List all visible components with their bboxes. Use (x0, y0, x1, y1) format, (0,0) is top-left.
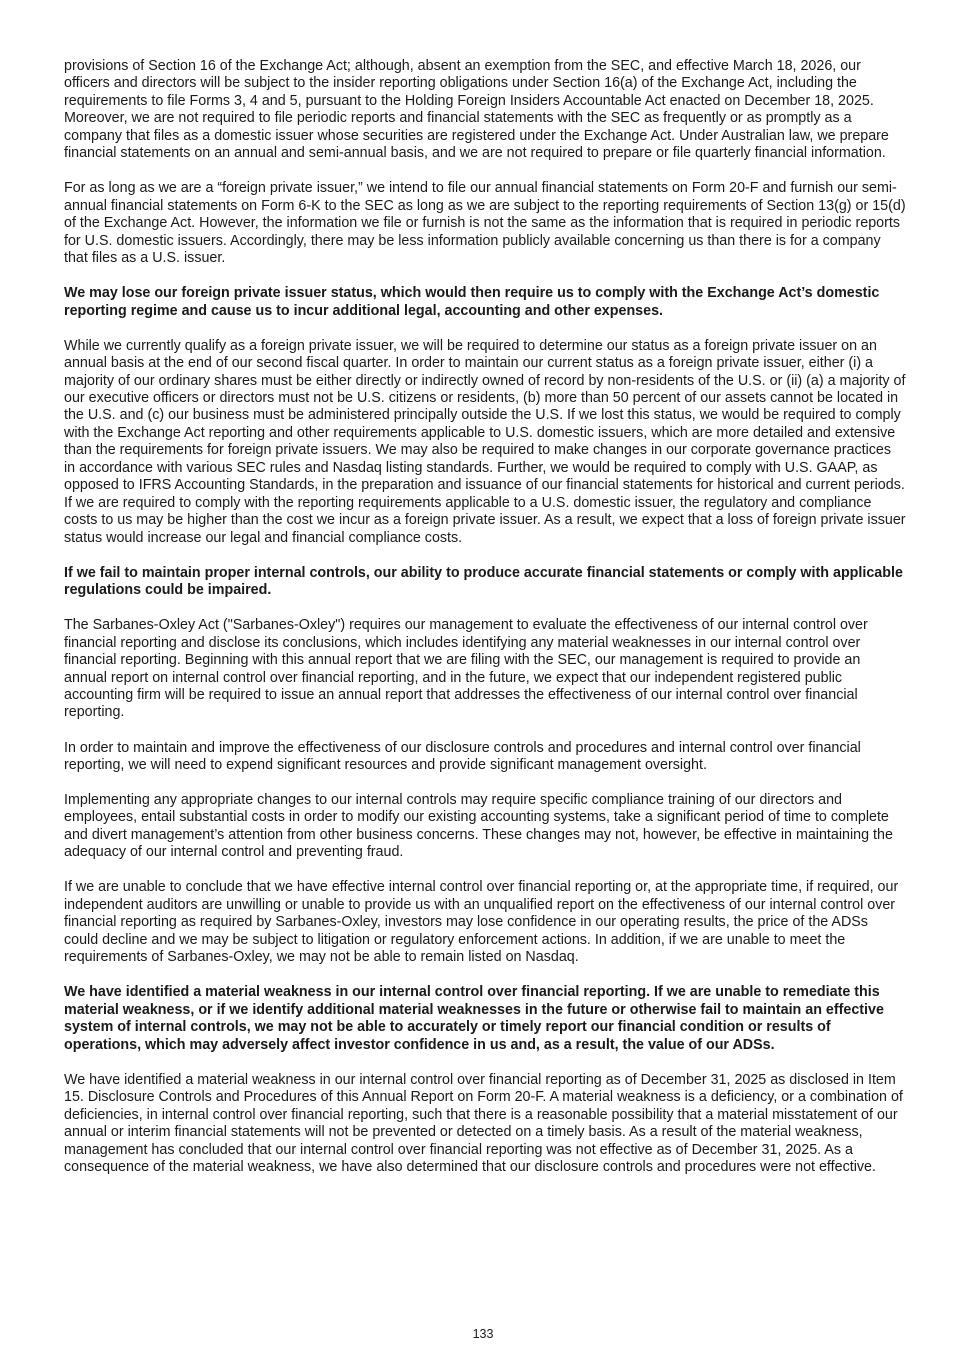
body-paragraph: In order to maintain and improve the effectiveness of our disclosure controls and procedures and internal control over financial reporting, we will need to expend significant resources and provide significant management oversight. (64, 739, 861, 773)
body-paragraph: For as long as we are a “foreign private issuer,” we intend to file our annual financial statements on Form 20-F and furnish our semi-annual financial statements on Form 6-K to the SEC as long as we are subject to the reporting requirements of Section 13(g) or 15(d) of the Exchange Act. However, the information we file or furnish is not the same as the information that is required in periodic reports for U.S. domestic issuers. Accordingly, there may be less information publicly available concerning us than there is for a company that files as a U.S. issuer. (64, 180, 906, 267)
section-heading: We have identified a material weakness in our internal control over financial reporting. If we are unable to remediate this material weakness, or if we identify additional material weaknesses in the future or otherwise fail to maintain an effective system of internal controls, we may not be able to accurately or timely report our financial condition or results of operations, which may adversely affect investor confidence in us and, as a result, the value of our ADSs. (64, 984, 884, 1053)
body-paragraph: While we currently qualify as a foreign private issuer, we will be required to determine our status as a foreign private issuer on an annual basis at the end of our second fiscal quarter. In order to maintain our current status as a foreign private issuer, either (i) a majority of our ordinary shares must be either directly or indirectly owned of record by non-residents of the U.S. or (ii) (a) a majority of our executive officers or directors must not be U.S. citizens or residents, (b) more than 50 percent of our assets cannot be located in the U.S. and (c) our business must be administered principally outside the U.S. If we lost this status, we would be required to comply with the Exchange Act reporting and other requirements applicable to U.S. domestic issuers, which are more detailed and extensive than the requirements for foreign private issuers. We may also be required to make changes in our corporate governance practices in accordance with various SEC rules and Nasdaq listing standards. Further, we would be required to comply with U.S. GAAP, as opposed to IFRS Accounting Standards, in the preparation and issuance of our financial statements for historical and current periods. If we are required to comply with the reporting requirements applicable to a U.S. domestic issuer, the regulatory and compliance costs to us may be higher than the cost we incur as a foreign private issuer. As a result, we expect that a loss of foreign private issuer status would increase our legal and financial compliance costs. (64, 337, 906, 546)
body-paragraph: provisions of Section 16 of the Exchange Act; although, absent an exemption from the SEC, and effective March 18, 2026, our officers and directors will be subject to the insider reporting obligations under Section 16(a) of the Exchange Act, including the requirements to file Forms 3, 4 and 5, pursuant to the Holding Foreign Insiders Accountable Act enacted on December 18, 2025. Moreover, we are not required to file periodic reports and financial statements with the SEC as frequently or as promptly as a company that files as a domestic issuer whose securities are registered under the Exchange Act. Under Australian law, we prepare financial statements on an annual and semi-annual basis, and we are not required to prepare or file quarterly financial information. (64, 58, 889, 162)
body-paragraph: Implementing any appropriate changes to our internal controls may require specific compliance training of our directors and employees, entail substantial costs in order to modify our existing accounting systems, take a significant period of time to complete and divert management’s attention from other business concerns. These changes may not, however, be effective in maintaining the adequacy of our internal control and preventing fraud. (64, 792, 893, 861)
document-page (64, 58, 906, 1194)
section-heading: We may lose our foreign private issuer status, which would then require us to comply with the Exchange Act’s domestic reporting regime and cause us to incur additional legal, accounting and other expenses. (64, 285, 880, 319)
body-paragraph: We have identified a material weakness in our internal control over financial reporting as of December 31, 2025 as disclosed in Item 15. Disclosure Controls and Procedures of this Annual Report on Form 20-F. A material weakness is a deficiency, or a combination of deficiencies, in internal control over financial reporting, such that there is a reasonable possibility that a material misstatement of our annual or interim financial statements will not be prevented or detected on a timely basis. As a result of the material weakness, management has concluded that our internal control over financial reporting was not effective as of December 31, 2025. As a consequence of the material weakness, we have also determined that our disclosure controls and procedures were not effective. (64, 1071, 903, 1175)
body-paragraph: The Sarbanes-Oxley Act ("Sarbanes-Oxley") requires our management to evaluate the effectiveness of our internal control over financial reporting and disclose its conclusions, which includes identifying any material weaknesses in our internal control over financial reporting. Beginning with this annual report that we are filing with the SEC, our management is required to provide an annual report on internal control over financial reporting, and in the future, we expect that our independent registered public accounting firm will be required to issue an annual report that addresses the effectiveness of our internal control over financial reporting. (64, 617, 868, 721)
body-paragraph: If we are unable to conclude that we have effective internal control over financial reporting or, at the appropriate time, if required, our independent auditors are unwilling or unable to provide us with an unqualified report on the effectiveness of our internal control over financial reporting as required by Sarbanes-Oxley, investors may lose confidence in our operating results, the price of the ADSs could decline and we may be subject to litigation or regulatory enforcement actions. In addition, if we are unable to meet the requirements of Sarbanes-Oxley, we may not be able to remain listed on Nasdaq. (64, 879, 899, 966)
section-heading: If we fail to maintain proper internal controls, our ability to produce accurate financial statements or comply with applicable regulations could be impaired. (64, 564, 903, 599)
page-number: 133 (472, 1327, 494, 1341)
